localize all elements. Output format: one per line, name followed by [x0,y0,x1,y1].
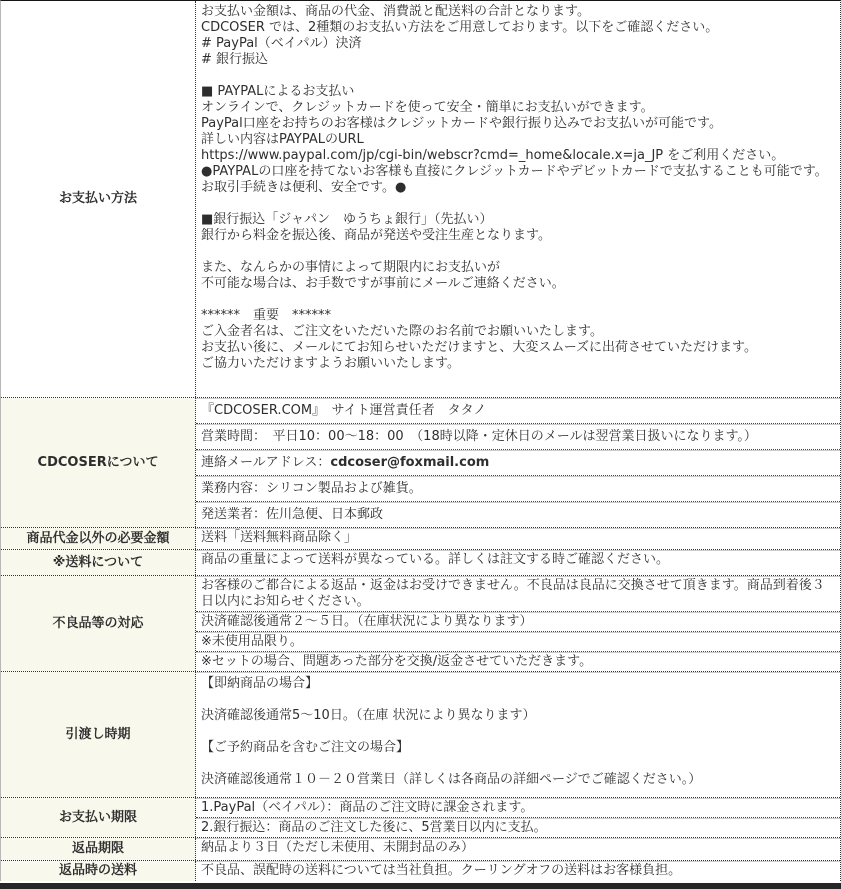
row-content-delivery-time [196,672,840,797]
text-line: 2.銀行振込：商品のご注文した後に、5営業日以内に支払。 [201,820,547,835]
table-row-defective-items [1,576,840,672]
text-line: 決済確認後通常２～５日。（在庫状況により異なります） [201,614,533,629]
row-header-about-shipping-fee: ※送料について [1,550,196,575]
row-content-about-shipping-fee [196,550,840,575]
content-block [196,1,840,375]
text-line [196,455,840,471]
text-line: ※未使用品限り。 [201,634,303,649]
paypal-url-text: https://www.paypal.com/jp/cgi-bin/webscr?cmd=_home&locale.x=ja_JP をご利用ください。 [201,148,785,163]
text-line: 【ご予約商品を含むご注文の場合】 [201,740,410,755]
text-line: 納品より３日（ただし未使用、未開封品のみ） [201,840,475,855]
business-hours-line [196,424,840,450]
row-content-payment-deadline [196,798,840,837]
text-line [196,724,840,740]
text-line: ****** 重要 ****** [201,308,332,323]
table-row-return-deadline [1,838,840,861]
text-line: 送料「送料無料商品除く」 [201,530,358,545]
text-line: 1.PayPal（ベイパル）：商品のご注文時に課金されます。 [201,800,534,815]
content-block [196,632,840,652]
text-segment: 連絡メールアドレス： [201,455,331,470]
row-header-about-cdcoser: CDCOSERについて [1,398,196,527]
text-line: ※セットの場合、問題あった部分を交換/返金させていただきます。 [201,654,593,669]
text-line: CDCOSER では、2種類のお支払い方法をご用意しております。以下をご確認ください。 [201,20,719,35]
row-header-delivery-time: 引渡し時期 [1,672,196,797]
row-header-payment-deadline: お支払い期限 [1,798,196,837]
text-line: # PayPal（ベイパル）決済 [201,36,362,51]
text-line: PayPal口座をお持ちのお客様はクレジットカードや銀行振り込みでお支払いが可能です。 [201,116,722,131]
contact-email-line [196,450,840,476]
text-line: 【即納商品の場合】 [201,676,319,691]
content-block [196,799,840,818]
text-line: ご入金者名は、ご注文をいただいた際のお名前でお願いいたします。 [201,324,603,339]
content-block [196,577,840,612]
text-line [196,692,840,708]
text-line: お支払い後に、メールにてお知らせいただけますと、大変スムーズに出荷させていただけます。 [201,340,758,355]
text-line: 発送業者：佐川急便、日本郵政 [201,507,384,522]
row-content-payment-method [196,1,840,397]
text-line: 銀行から料金を振込後、商品が発送や受注生産となります。 [201,228,551,243]
text-line: オンラインで、クレジットカードを使って安全・簡単にお支払いができます。 [201,100,654,115]
row-header-return-deadline: 返品期限 [1,838,196,860]
table-row-return-shipping-cost [1,861,840,881]
text-line: 不良品、誤配時の送料については当社負担。クーリングオフの送料はお客様負担。 [201,863,682,878]
text-line: 決済確認後通常5～10日。（在庫 状況により異なります） [201,708,536,723]
text-line: ■ PAYPALによるお支払い [201,84,355,99]
text-line: 『CDCOSER.COM』 サイト運営責任者 タタノ [201,403,487,418]
row-header-extra-fees: 商品代金以外の必要金額 [1,528,196,549]
text-line: お取引手続きは便利、安全です。● [201,180,407,195]
text-line [196,244,840,260]
text-line: 決済確認後通常１０－２０営業日（詳しくは各商品の詳細ページでご確認ください。） [201,772,702,787]
text-line [196,292,840,308]
content-block [196,818,840,837]
text-line: また、なんらかの事情によって期限内にお支払いが [201,260,501,275]
table-row-about-shipping-fee [1,550,840,576]
text-line: 業務内容：シリコン製品および雑貨。 [201,481,422,496]
text-line [196,196,840,212]
bottom-section-divider-bar [0,883,841,889]
row-content-defective-items [196,576,840,671]
content-block [196,551,840,569]
text-line: ■銀行振込「ジャパン ゆうちょ銀行」（先払い） [201,212,493,227]
text-line: 不可能な場合は、お手数ですが事前にメールご連絡ください。 [201,276,565,291]
row-content-about-cdcoser [196,398,840,527]
row-header-payment-method: お支払い方法 [1,1,196,397]
text-line: 商品の重量によって送料が異なっている。詳しくは註文する時ご確認ください。 [201,552,670,567]
table-row-delivery-time [1,672,840,798]
text-line [196,756,840,772]
text-line: 営業時間： 平日10：00～18：00 （18時以降・定休日のメールは翌営業日扱いになります。） [201,429,757,444]
row-content-return-shipping-cost [196,861,840,881]
content-block [196,673,840,791]
row-header-defective-items: 不良品等の対応 [1,576,196,671]
text-line: # 銀行振込 [201,52,269,67]
site-operator-line [196,399,840,424]
contact-email: cdcoser@foxmail.com [330,455,490,470]
shipping-carrier-line [196,502,840,527]
content-block [196,652,840,671]
text-line: 詳しい内容はPAYPALのURL [201,132,364,147]
table-row-about-cdcoser [1,398,840,528]
text-line: ●PAYPALの口座を持てないお客様も直接にクレジットカードやデビットカードで支払することも可能です。 [201,164,828,179]
table-row-extra-fees [1,528,840,550]
business-content-line [196,476,840,502]
content-block [196,862,840,880]
table-row-payment-deadline [1,798,840,838]
text-line [196,68,840,84]
row-content-extra-fees [196,528,840,549]
row-content-return-deadline [196,838,840,860]
content-block [196,612,840,632]
text-line: お支払い金額は、商品の代金、消費説と配送料の合計となります。 [201,4,590,19]
text-line: お客様のご都合による返品・返金はお受けできません。不良品は良品に交換させて頂きます。商品到着後３日以内にお知らせください。 [201,578,825,609]
content-block [196,839,840,857]
row-header-return-shipping-cost: 返品時の送料 [1,861,196,881]
text-line: ご協力いただけますようお願いいたします。 [201,356,460,371]
table-row-payment-method [1,1,840,398]
content-block [196,529,840,547]
